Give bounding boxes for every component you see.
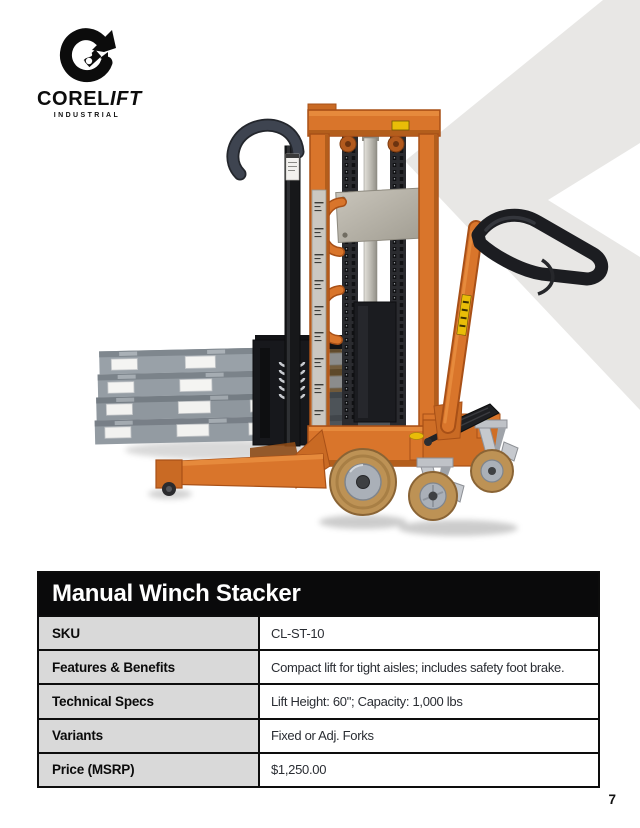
table-row-variants [39,718,598,752]
tiller-handle [434,215,602,440]
row-value: Fixed or Adj. Forks [271,728,374,744]
product-image-manual-winch-stacker [90,90,620,560]
front-wheel [330,449,396,515]
row-value: Lift Height: 60"; Capacity: 1,000 lbs [271,693,463,709]
table-row-sku [39,615,598,649]
brand-logo [37,28,142,119]
warning-label-crossbar [392,121,409,130]
tiller-d-grip [478,215,602,279]
spec-table [37,571,600,788]
corelift-logo-icon [56,28,118,86]
mast-interior [340,134,406,428]
row-value: Compact lift for tight aisles; includes safety foot brake. [271,659,565,675]
row-label: Variants [39,720,260,752]
row-label: Features & Benefits [39,651,260,683]
table-row-specs [39,683,598,717]
row-label: Price (MSRP) [39,754,260,786]
table-row-features [39,649,598,683]
row-value: $1,250.00 [271,762,327,778]
table-title: Manual Winch Stacker [39,573,598,615]
row-label: Technical Specs [39,685,260,717]
height-scale-strip [312,190,326,428]
row-value: CL-ST-10 [271,625,325,641]
brand-tagline: INDUSTRIAL [53,112,121,119]
table-row-price [39,752,598,786]
row-label: SKU [39,617,260,649]
brand-wordmark: CORELIFT [37,88,142,110]
page-number: 7 [608,792,616,807]
